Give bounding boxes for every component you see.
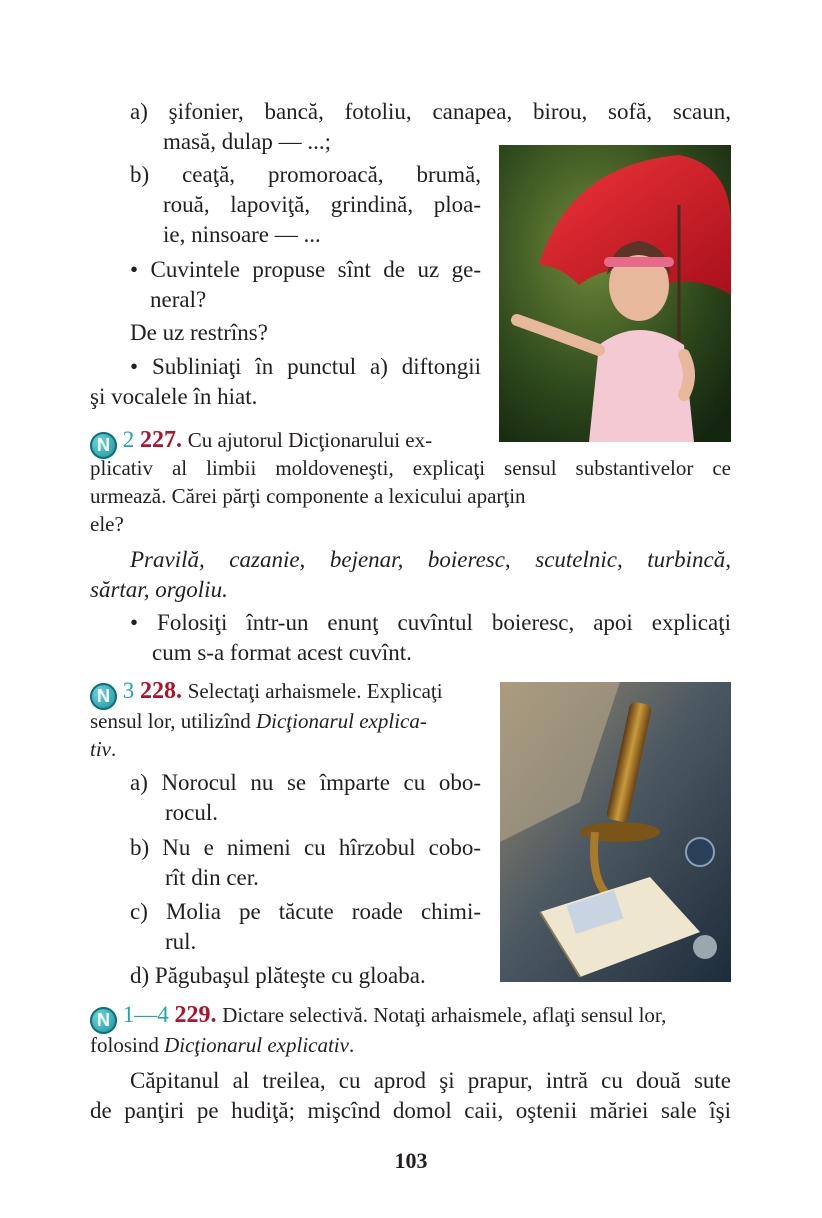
dictionary-title: Dicţionarul explica- [255,709,427,733]
task-underline-line2: şi vocalele în hiat. [90,384,258,409]
exercise-228-header [90,676,443,710]
period: . [111,737,117,761]
girl-umbrella-photo [499,145,731,442]
exercise-instruction: Selectaţi arhaismele. Explicaţi [187,679,443,703]
exercise-instruction: Cu ajutorul Dicţionarului ex- [187,428,433,452]
exercise-level: 1—4 [122,1002,169,1027]
proverb-a-line1: a) Norocul nu se împarte cu obo- [130,770,481,795]
question-usage-line2: neral? [150,287,207,312]
proverb-a-line2: rocul. [165,800,219,825]
exercise-227-line2: plicativ al limbii moldoveneşti, explicaţi sensul substantivelor ce [90,456,731,480]
task-underline-line1: • Subliniaţi în punctul a) diftongii [130,354,481,379]
dictionary-title: Dicţionarul explicativ [164,1033,349,1057]
exercise-227-words-line2: sărtar, orgoliu. [90,577,228,602]
proverb-b-line1: b) Nu e nimeni cu hîrzobul cobo- [130,835,481,860]
microscope-book-photo [500,682,731,982]
period: . [348,1033,355,1057]
exercise-227-words-line1: Pravilă, cazanie, bejenar, boieresc, scutelnic, turbincă, [130,547,731,572]
exercise-level: 2 [122,427,135,452]
exercise-number: 228. [140,678,182,704]
question-usage-line1: • Cuvintele propuse sînt de uz ge- [130,257,481,282]
difficulty-badge-icon: N [90,432,117,459]
item-a-line1: a) şifonier, bancă, fotoliu, canapea, birou, sofă, scaun, [130,99,731,124]
proverb-c-line2: rul. [165,929,197,954]
proverb-d-line1: d) Păgubaşul plăteşte cu gloaba. [130,963,426,988]
exercise-228-line2 [90,706,427,736]
dictation-text-line2: de panţiri pe hudiţă; mişcînd domol caii, oştenii măriei sale îşi [90,1098,731,1123]
exercise-number: 227. [140,427,182,453]
exercise-instruction: Dictare selectivă. Notaţi arhaismele, aflaţi sensul lor, [222,1003,667,1027]
exercise-level: 3 [122,678,135,703]
proverb-b-line2: rît din cer. [165,865,259,890]
dictionary-title-end: tiv [90,737,111,761]
exercise-228-line3 [90,734,116,764]
exercise-227-task-line2: cum s-a format acest cuvînt. [152,640,412,665]
item-a-line2: masă, dulap — ...; [163,129,331,154]
dictation-text-line1: Căpitanul al treilea, cu aprod şi prapur, intră cu două sute [130,1068,731,1093]
exercise-229-line2-text: folosind [90,1033,165,1057]
question-restricted: De uz restrîns? [130,320,268,345]
exercise-227-task-line1: • Folosiţi într-un enunţ cuvîntul boieresc, apoi explicaţi [130,610,731,635]
item-b-line3: ie, ninsoare — ... [163,222,321,247]
page-number: 103 [394,1148,428,1173]
exercise-229-header [90,1000,666,1034]
item-b-line2: rouă, lapoviţă, grindină, ploa- [163,192,481,217]
exercise-227-line3: urmează. Cărei părţi componente a lexicului aparţin [90,484,526,508]
exercise-228-line2-text: sensul lor, utilizînd [90,709,256,733]
item-b-line1: b) ceaţă, promoroacă, brumă, [130,162,481,187]
exercise-229-line2 [90,1030,354,1060]
exercise-number: 229. [174,1002,217,1028]
difficulty-badge-icon: N [90,683,117,710]
exercise-227-line4: ele? [90,512,124,536]
difficulty-badge-icon: N [90,1007,117,1034]
proverb-c-line1: c) Molia pe tăcute roade chimi- [130,899,481,924]
